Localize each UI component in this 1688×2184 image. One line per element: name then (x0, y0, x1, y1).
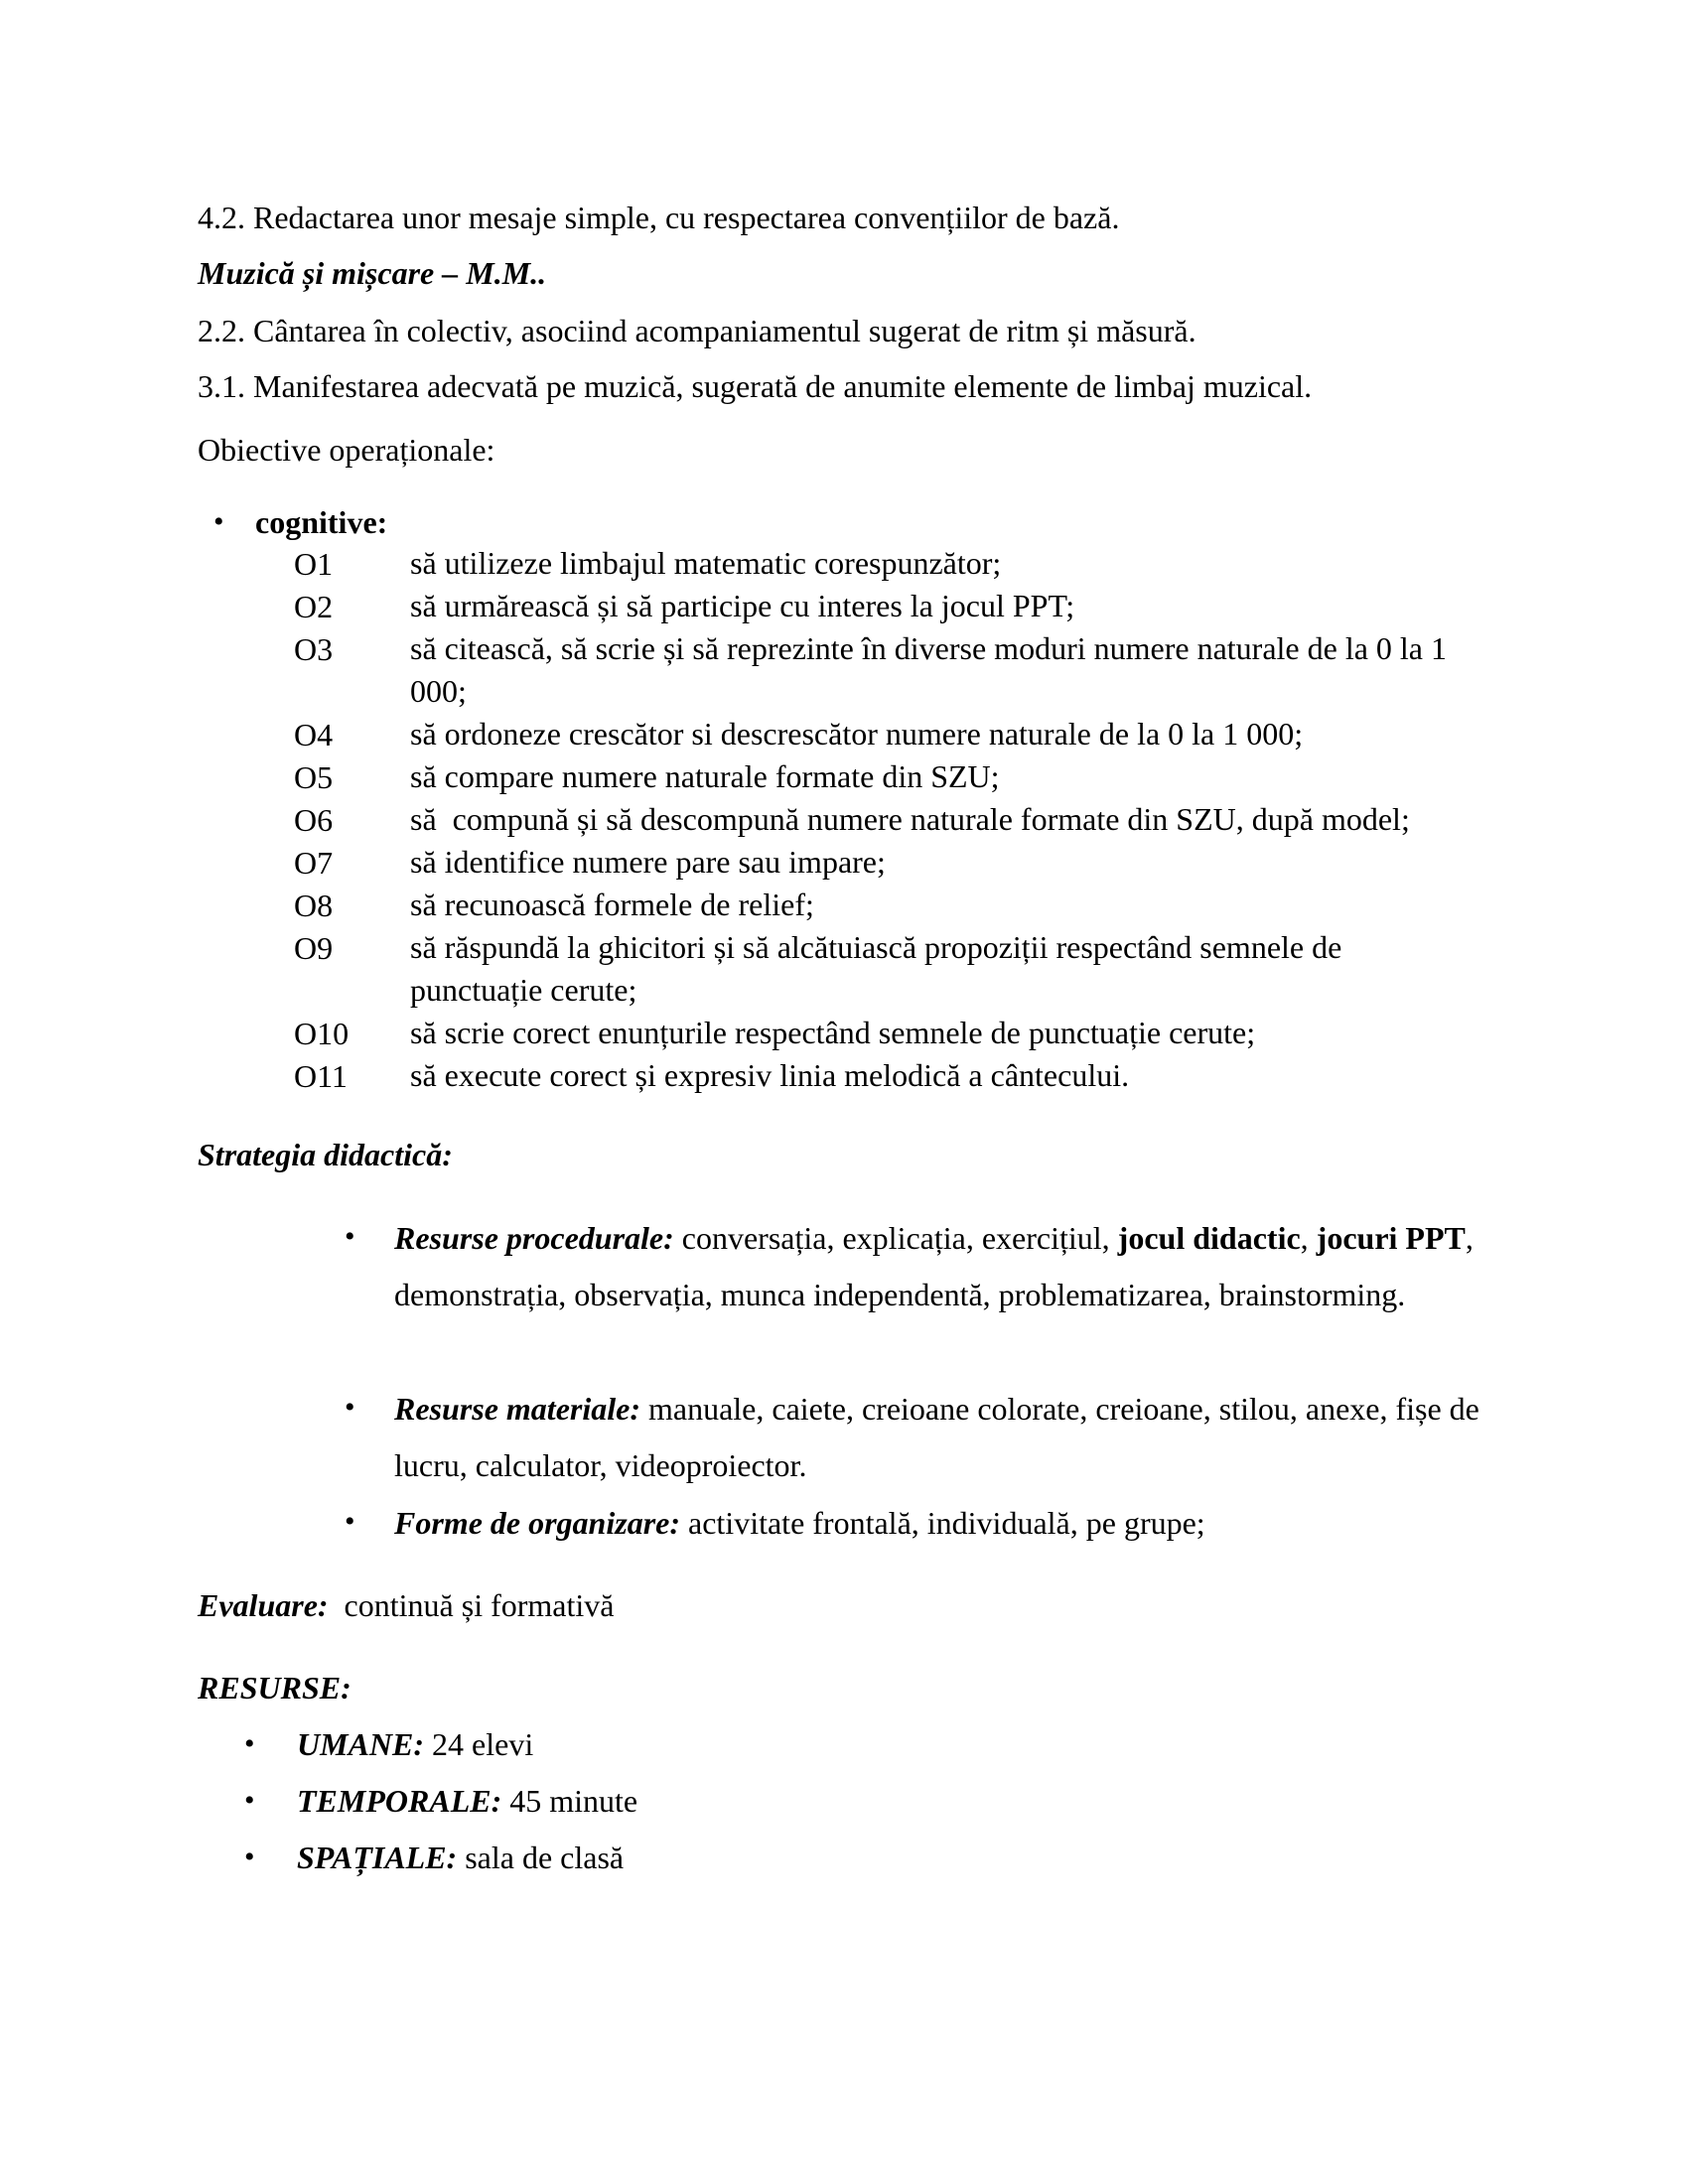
resource-label: UMANE: (297, 1726, 425, 1762)
competency-2-2: 2.2. Cântarea în colectiv, asociind acompaniamentul sugerat de ritm și măsură. (198, 313, 1196, 348)
objective-label: O5 (294, 759, 334, 795)
objective-label: O7 (294, 845, 334, 881)
objective-text: să identifice numere pare sau impare; (410, 844, 886, 880)
objective-label: O1 (294, 546, 334, 582)
objective-text: să utilizeze limbajul matematic corespunzător; (410, 545, 1002, 581)
procedural-label: Resurse procedurale: (394, 1220, 674, 1256)
procedural-text-1: conversația, explicația, exercițiul, (673, 1220, 1118, 1256)
objective-label: O10 (294, 1016, 350, 1051)
resource-line (297, 1838, 624, 1877)
objective-label: O2 (294, 589, 334, 624)
objective-text: să recunoască formele de relief; (410, 887, 814, 922)
resource-line (297, 1781, 637, 1821)
evaluation-label: Evaluare: (198, 1587, 329, 1623)
bullet-icon: • (345, 1391, 355, 1424)
organization-paragraph (394, 1495, 1486, 1552)
objective-text: să răspundă la ghicitori și să alcătuiască propoziții respectând semnele de punctuație cerute; (410, 929, 1342, 1008)
objective-label: O11 (294, 1058, 348, 1094)
resource-value: 45 minute (501, 1783, 638, 1819)
objective-label: O9 (294, 930, 334, 966)
objective-text: să scrie corect enunțurile respectând semnele de punctuație cerute; (410, 1015, 1256, 1050)
bullet-icon: • (244, 1727, 255, 1760)
organization-label: Forme de organizare: (394, 1505, 680, 1541)
bullet-icon: • (345, 1220, 355, 1253)
procedural-text-2: , (1300, 1220, 1317, 1256)
material-paragraph (394, 1381, 1486, 1494)
material-label: Resurse materiale: (394, 1391, 640, 1427)
objective-label: O6 (294, 802, 334, 838)
procedural-paragraph (394, 1210, 1486, 1323)
resources-heading: RESURSE: (198, 1670, 352, 1706)
music-heading: Muzică și mișcare – M.M.. (198, 255, 547, 291)
material-text: manuale, caiete, creioane colorate, creioane, stilou, anexe, fișe de lucru, calculator, videoproiector. (394, 1391, 1479, 1483)
objective-text: să urmărească și să participe cu interes la jocul PPT; (410, 588, 1075, 623)
procedural-bold-2: jocuri PPT (1316, 1220, 1466, 1256)
objective-text: să compare numere naturale formate din SZU; (410, 758, 1000, 794)
objective-text: să ordoneze crescător si descrescător numere naturale de la 0 la 1 000; (410, 716, 1304, 751)
evaluation-text: continuă și formativă (328, 1587, 615, 1623)
objectives-category: cognitive: (255, 504, 388, 540)
competency-3-1: 3.1. Manifestarea adecvată pe muzică, sugerată de anumite elemente de limbaj muzical. (198, 368, 1313, 404)
procedural-bold-1: jocul didactic (1117, 1220, 1301, 1256)
resource-line (297, 1724, 533, 1764)
objective-label: O8 (294, 887, 334, 923)
evaluation-line (198, 1585, 614, 1625)
objectives-heading: Obiective operaționale: (198, 432, 495, 468)
objective-label: O4 (294, 717, 334, 752)
procedural-text-3: , demonstrația, observația, munca independentă, problematizarea, brainstorming. (394, 1220, 1474, 1312)
objective-text: să compună și să descompună numere naturale formate din SZU, după model; (410, 801, 1410, 837)
competency-4-2: 4.2. Redactarea unor mesaje simple, cu respectarea convențiilor de bază. (198, 200, 1120, 235)
bullet-icon: • (213, 505, 224, 538)
bullet-icon: • (345, 1505, 355, 1538)
resource-value: sala de clasă (457, 1840, 625, 1875)
organization-text: activitate frontală, individuală, pe grupe; (680, 1505, 1205, 1541)
objective-label: O3 (294, 631, 334, 667)
resource-label: SPAȚIALE: (297, 1840, 458, 1875)
resource-value: 24 elevi (424, 1726, 534, 1762)
bullet-icon: • (244, 1784, 255, 1817)
objective-text: să execute corect și expresiv linia melodică a cântecului. (410, 1057, 1130, 1093)
resource-label: TEMPORALE: (297, 1783, 502, 1819)
objective-text: să citească, să scrie și să reprezinte în diverse moduri numere naturale de la 0 la 1 000; (410, 630, 1447, 709)
strategy-heading: Strategia didactică: (198, 1137, 453, 1172)
bullet-icon: • (244, 1841, 255, 1873)
